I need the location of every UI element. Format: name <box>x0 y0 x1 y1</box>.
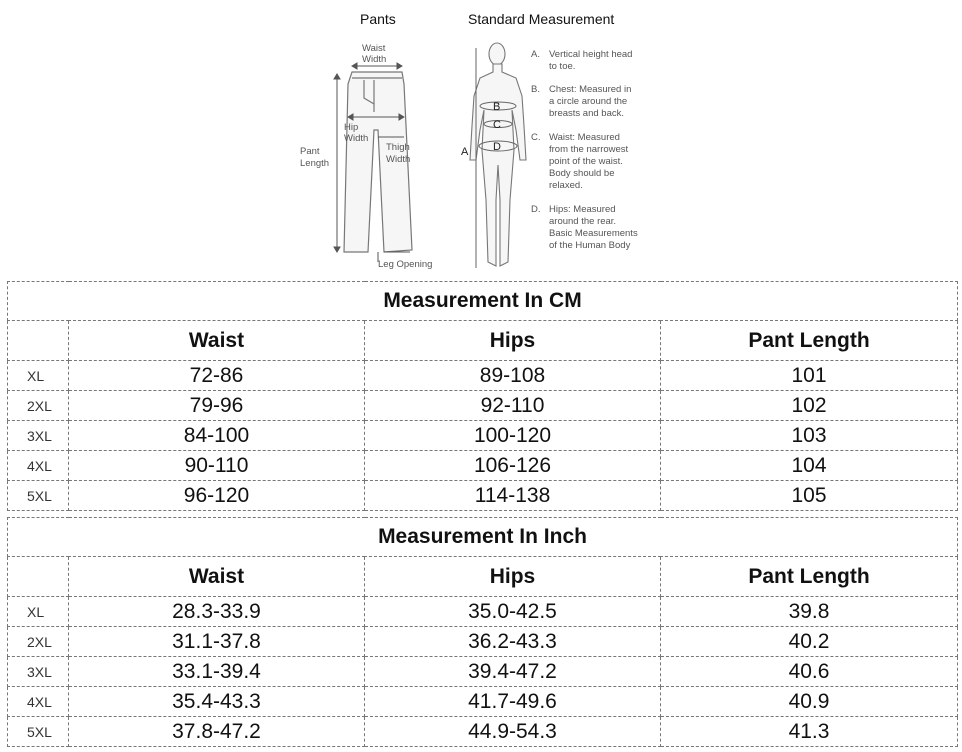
pants-title: Pants <box>360 11 396 27</box>
length-cell: 41.3 <box>661 717 958 747</box>
header-blank-cell <box>8 321 69 361</box>
svg-text:a circle around the: a circle around the <box>549 96 628 107</box>
waist-cell: 31.1-37.8 <box>69 627 365 657</box>
hips-cell: 44.9-54.3 <box>365 717 661 747</box>
hips-cell: 41.7-49.6 <box>365 687 661 717</box>
length-cell: 104 <box>661 451 958 481</box>
letter-d: D <box>493 141 501 153</box>
waist-cell: 90-110 <box>69 451 365 481</box>
leg-opening-label: Leg Opening <box>378 259 433 270</box>
table-header-row <box>8 557 958 597</box>
size-cell: XL <box>8 597 69 627</box>
header-pant-length: Pant Length <box>661 321 958 361</box>
size-cell: XL <box>8 361 69 391</box>
note-a <box>531 49 632 72</box>
table-row <box>8 391 958 421</box>
size-cell: 5XL <box>8 481 69 511</box>
table-title-row <box>8 518 958 557</box>
thigh-width-label: Width <box>386 154 411 165</box>
measurement-diagram-svg <box>290 0 690 276</box>
letter-b: B <box>493 101 501 113</box>
waist-cell: 35.4-43.3 <box>69 687 365 717</box>
size-cell: 3XL <box>8 421 69 451</box>
svg-text:Body should be: Body should be <box>549 168 615 179</box>
size-cell: 4XL <box>8 451 69 481</box>
table-row <box>8 481 958 511</box>
pant-length-label: Length <box>300 158 330 169</box>
waist-cell: 79-96 <box>69 391 365 421</box>
svg-text:Vertical height head: Vertical height head <box>549 49 633 60</box>
letter-c: C <box>493 119 501 131</box>
size-cell: 2XL <box>8 391 69 421</box>
header-hips: Hips <box>365 557 661 597</box>
waist-cell: 72-86 <box>69 361 365 391</box>
table-row <box>8 421 958 451</box>
svg-text:relaxed.: relaxed. <box>549 180 583 191</box>
waist-label: Waist <box>362 43 386 54</box>
hips-cell: 39.4-47.2 <box>365 657 661 687</box>
hip-width-label: Width <box>344 133 369 144</box>
length-cell: 40.6 <box>661 657 958 687</box>
header-waist: Waist <box>69 557 365 597</box>
svg-text:C.: C. <box>531 132 541 143</box>
table-row <box>8 717 958 747</box>
hips-cell: 114-138 <box>365 481 661 511</box>
table-title-row <box>8 282 958 321</box>
table-title: Measurement In CM <box>8 282 958 321</box>
waist-cell: 28.3-33.9 <box>69 597 365 627</box>
svg-text:of the Human Body: of the Human Body <box>549 240 631 251</box>
thigh-label: Thigh <box>386 142 410 153</box>
waist-cell: 33.1-39.4 <box>69 657 365 687</box>
svg-text:B.: B. <box>531 84 540 95</box>
length-cell: 39.8 <box>661 597 958 627</box>
table-row <box>8 657 958 687</box>
svg-text:D.: D. <box>531 204 541 215</box>
svg-text:Hips: Measured: Hips: Measured <box>549 204 616 215</box>
body-figure-illustration <box>470 43 526 266</box>
length-cell: 40.2 <box>661 627 958 657</box>
waist-cell: 84-100 <box>69 421 365 451</box>
svg-text:point of the waist.: point of the waist. <box>549 156 623 167</box>
header-blank-cell <box>8 557 69 597</box>
note-b <box>531 84 631 119</box>
svg-text:Waist: Measured: Waist: Measured <box>549 132 620 143</box>
header-hips: Hips <box>365 321 661 361</box>
hip-label: Hip <box>344 122 359 133</box>
note-c <box>531 132 629 191</box>
length-cell: 105 <box>661 481 958 511</box>
length-cell: 103 <box>661 421 958 451</box>
hips-cell: 100-120 <box>365 421 661 451</box>
table-row <box>8 451 958 481</box>
pant-label: Pant <box>300 146 320 157</box>
width-label: Width <box>362 54 387 65</box>
length-cell: 102 <box>661 391 958 421</box>
size-cell: 4XL <box>8 687 69 717</box>
size-table-inch <box>7 517 958 747</box>
svg-text:from the narrowest: from the narrowest <box>549 144 629 155</box>
size-cell: 5XL <box>8 717 69 747</box>
size-table-cm <box>7 281 958 511</box>
standard-measurement-title: Standard Measurement <box>468 11 615 27</box>
size-cell: 3XL <box>8 657 69 687</box>
hips-cell: 89-108 <box>365 361 661 391</box>
hips-cell: 92-110 <box>365 391 661 421</box>
waist-cell: 96-120 <box>69 481 365 511</box>
size-cell: 2XL <box>8 627 69 657</box>
svg-text:around the rear.: around the rear. <box>549 216 617 227</box>
table-row <box>8 597 958 627</box>
note-d <box>531 204 638 251</box>
length-cell: 101 <box>661 361 958 391</box>
letter-a: A <box>461 146 469 158</box>
table-row <box>8 627 958 657</box>
header-waist: Waist <box>69 321 365 361</box>
table-row <box>8 361 958 391</box>
table-title: Measurement In Inch <box>8 518 958 557</box>
hips-cell: 36.2-43.3 <box>365 627 661 657</box>
pant-length-arrow <box>334 74 340 252</box>
hips-cell: 106-126 <box>365 451 661 481</box>
svg-text:breasts and back.: breasts and back. <box>549 108 624 119</box>
svg-text:A.: A. <box>531 49 540 60</box>
table-row <box>8 687 958 717</box>
measurement-diagram <box>290 0 690 276</box>
svg-text:Basic Measurements: Basic Measurements <box>549 228 638 239</box>
hips-cell: 35.0-42.5 <box>365 597 661 627</box>
svg-text:Chest: Measured in: Chest: Measured in <box>549 84 632 95</box>
table-header-row <box>8 321 958 361</box>
length-cell: 40.9 <box>661 687 958 717</box>
svg-text:to toe.: to toe. <box>549 61 576 72</box>
header-pant-length: Pant Length <box>661 557 958 597</box>
waist-cell: 37.8-47.2 <box>69 717 365 747</box>
